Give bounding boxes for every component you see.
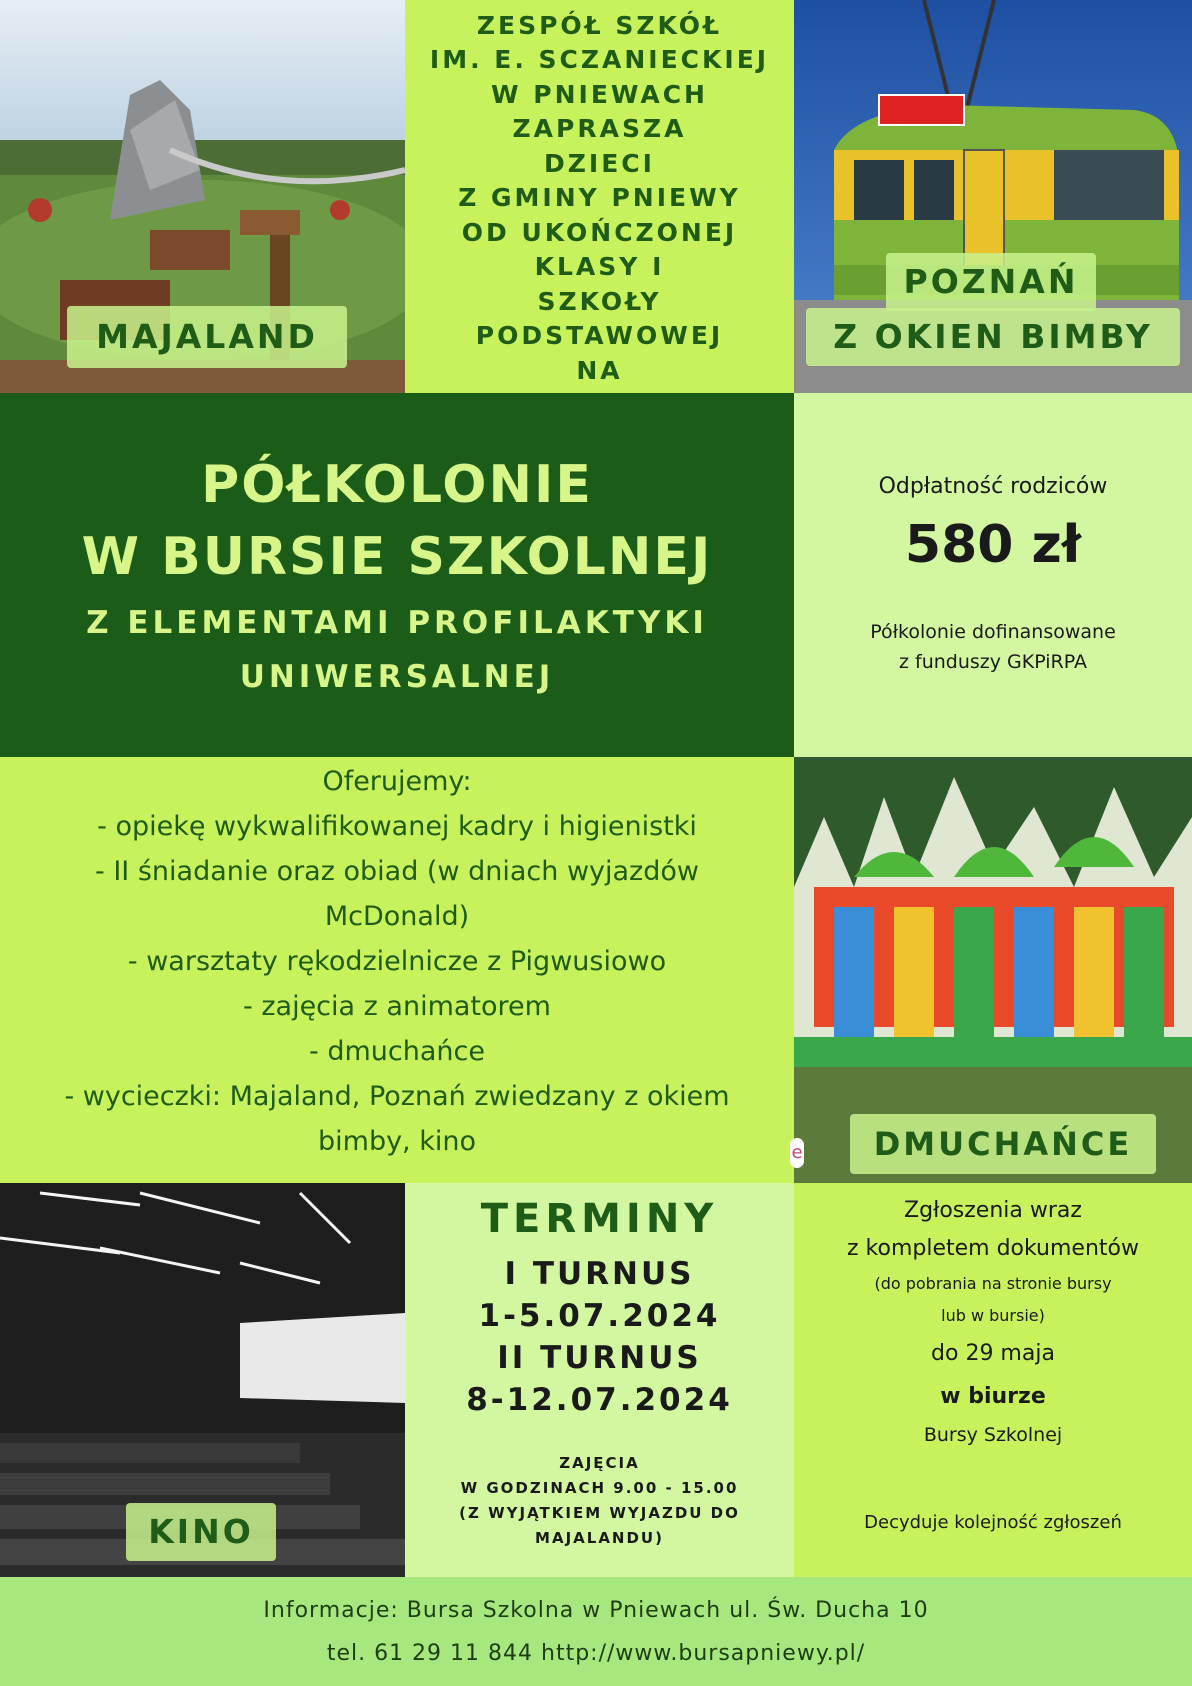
offer-line: - zajęcia z animatorem — [243, 991, 551, 1022]
price-label: Odpłatność rodziców — [878, 473, 1108, 499]
terms-hours-line1: ZAJĘCIA — [559, 1454, 640, 1472]
offer-line: Oferujemy: — [322, 766, 472, 797]
price-note-line1: Półkolonie dofinansowane — [870, 620, 1116, 643]
tram-label-line2: Z OKIEN BIMBY — [806, 308, 1180, 366]
offer-line: - wycieczki: Majaland, Poznań zwiedzany z okiem — [64, 1081, 730, 1112]
terms-hours-line4: MAJALANDU) — [535, 1529, 664, 1547]
stray-letter: e — [790, 1138, 804, 1168]
registration-line2: z kompletem dokumentów — [846, 1236, 1139, 1261]
terms-hours-line2: W GODZINACH 9.00 - 15.00 — [460, 1479, 739, 1497]
registration-line5: do 29 maja — [931, 1341, 1055, 1366]
registration-line8: Decyduje kolejność zgłoszeń — [864, 1512, 1122, 1533]
offer-line: - opiekę wykwalifikowanej kadry i higienistki — [97, 811, 697, 842]
intro-line: KLASY I — [534, 252, 665, 282]
terms-turn1: I TURNUS — [504, 1256, 695, 1292]
offer-block — [0, 757, 794, 1183]
registration-line6: w biurze — [940, 1384, 1046, 1409]
tram-photo — [794, 0, 1192, 393]
registration-line1: Zgłoszenia wraz — [904, 1198, 1082, 1223]
registration-block — [794, 1183, 1192, 1577]
intro-line: Z GMINY PNIEWY — [458, 183, 741, 213]
bouncy-castle-photo — [794, 757, 1192, 1183]
bouncy-castle-label: DMUCHAŃCE — [850, 1114, 1156, 1174]
registration-line4: lub w bursie) — [941, 1306, 1045, 1325]
intro-line: IM. E. SCZANIECKIEJ — [429, 45, 770, 75]
offer-line: McDonald) — [324, 901, 470, 932]
cinema-photo — [0, 1183, 405, 1577]
offer-line: - dmuchańce — [309, 1036, 485, 1067]
terms-date2: 8-12.07.2024 — [466, 1382, 733, 1418]
registration-line3: (do pobrania na stronie bursy — [874, 1274, 1112, 1293]
intro-line: ZESPÓŁ SZKÓŁ — [476, 10, 723, 40]
intro-line: SZKOŁY — [537, 286, 662, 316]
price-note-line2: z funduszy GKPiRPA — [899, 650, 1087, 673]
intro-line: DZIECI — [544, 148, 655, 178]
terms-date1: 1-5.07.2024 — [478, 1298, 721, 1334]
title-block — [0, 393, 794, 757]
title-line2: W BURSIE SZKOLNEJ — [81, 527, 713, 587]
footer-line2: tel. 61 29 11 844 http://www.bursapniewy.pl/ — [326, 1640, 866, 1666]
offer-line: bimby, kino — [318, 1126, 476, 1157]
intro-text-block — [405, 0, 794, 393]
footer — [0, 1577, 1192, 1686]
registration-line7: Bursy Szkolnej — [923, 1424, 1063, 1446]
intro-line: W PNIEWACH — [491, 79, 708, 109]
intro-line: NA — [576, 355, 623, 385]
title-line3: Z ELEMENTAMI PROFILAKTYKI — [86, 605, 708, 641]
terms-hours-line3: (Z WYJĄTKIEM WYJAZDU DO — [459, 1504, 740, 1522]
terms-heading: TERMINY — [480, 1196, 719, 1242]
majaland-photo — [0, 0, 405, 393]
terms-turn2: II TURNUS — [497, 1340, 702, 1376]
tram-label-line1: POZNAŃ — [886, 253, 1096, 311]
majaland-label: MAJALAND — [67, 306, 347, 368]
intro-line: PODSTAWOWEJ — [475, 321, 724, 351]
cinema-label: KINO — [126, 1503, 276, 1561]
intro-line: OD UKOŃCZONEJ — [461, 217, 738, 247]
footer-line1: Informacje: Bursa Szkolna w Pniewach ul. Św. Ducha 10 — [263, 1597, 929, 1623]
title-line1: PÓŁKOLONIE — [201, 455, 593, 515]
title-line4: UNIWERSALNEJ — [239, 659, 555, 695]
price-block — [794, 393, 1192, 757]
offer-line: - warsztaty rękodzielnicze z Pigwusiowo — [127, 946, 667, 977]
intro-line: ZAPRASZA — [512, 114, 687, 144]
terms-block — [405, 1183, 794, 1577]
price-amount: 580 zł — [904, 514, 1082, 575]
offer-line: - II śniadanie oraz obiad (w dniach wyjazdów — [95, 856, 699, 887]
